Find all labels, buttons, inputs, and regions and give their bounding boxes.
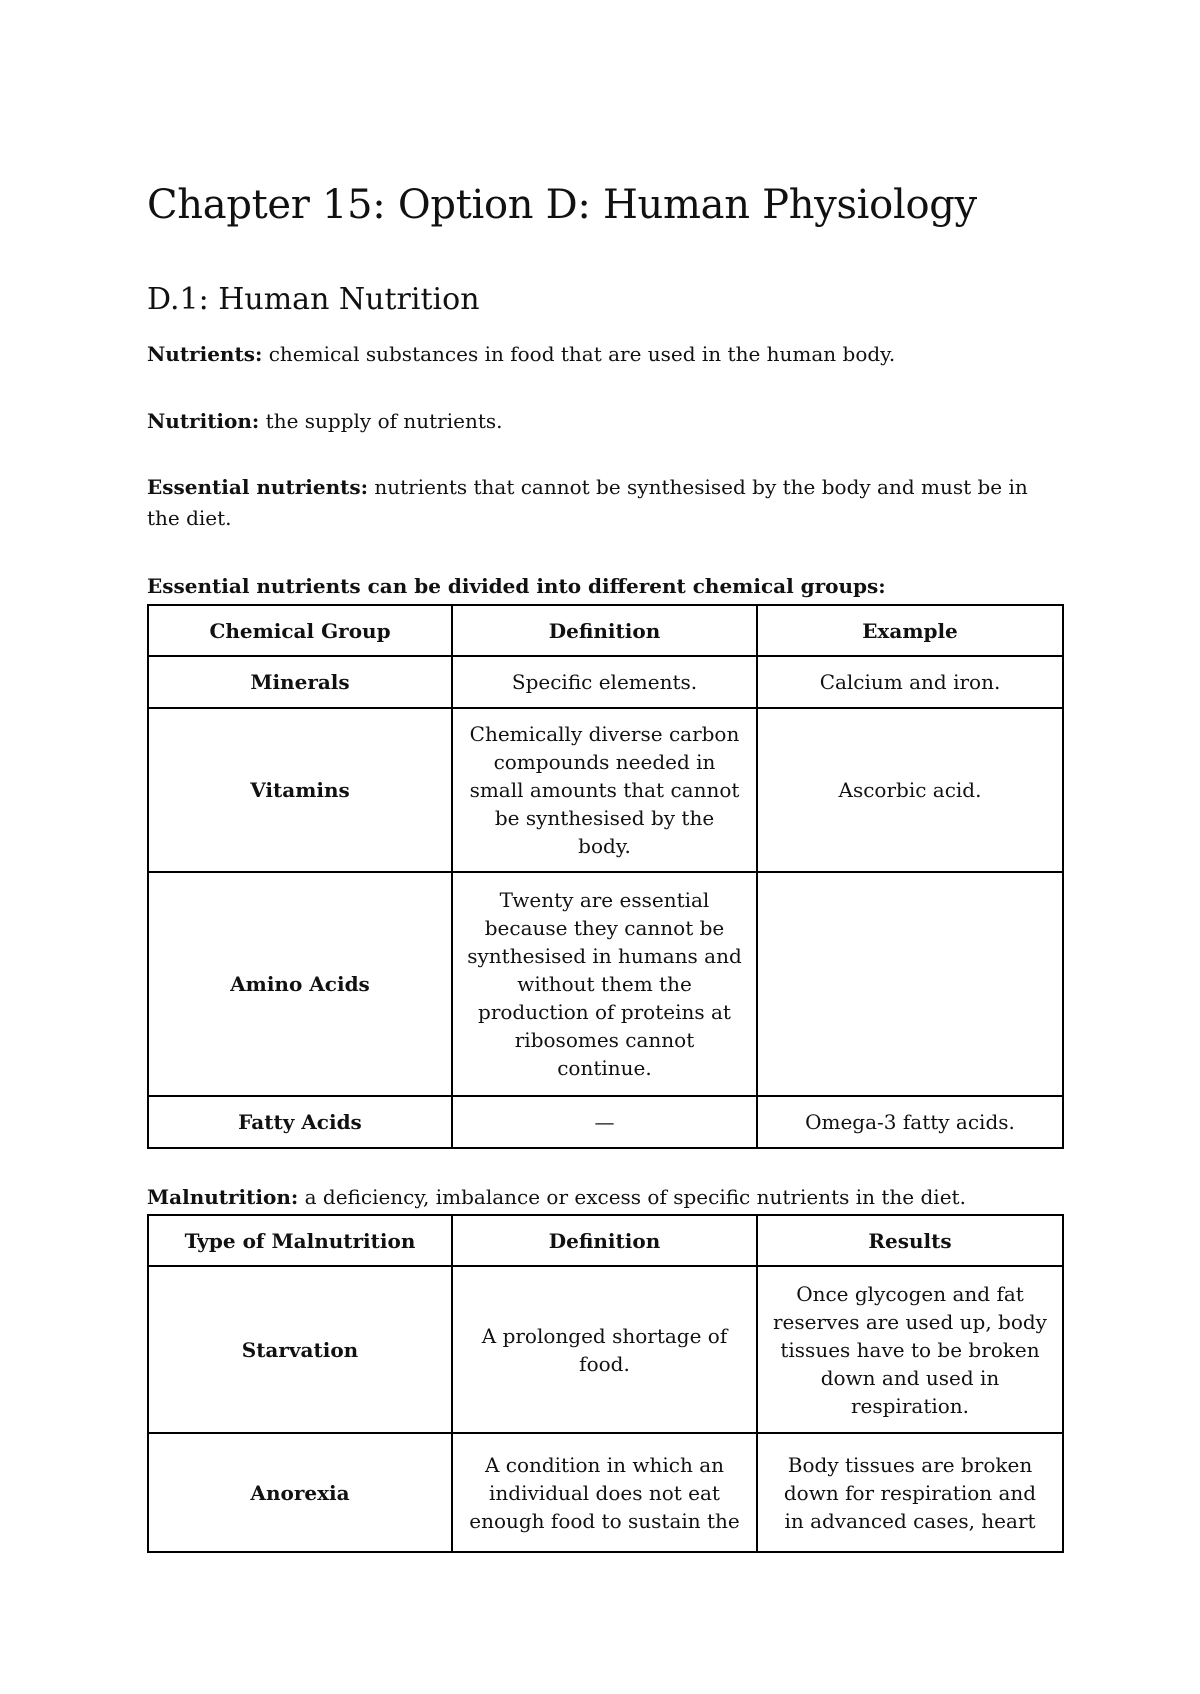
table-cell: — [452, 1096, 757, 1148]
row-label: Anorexia [148, 1433, 452, 1552]
table-row [148, 708, 1063, 872]
table-cell: Once glycogen and fat reserves are used up, body tissues have to be broken down and used in respiration. [757, 1266, 1063, 1433]
section-title: D.1: Human Nutrition [147, 282, 480, 317]
table-cell: Omega-3 fatty acids. [757, 1096, 1063, 1148]
table-cell: Chemically diverse carbon compounds needed in small amounts that cannot be synthesised by the body. [452, 708, 757, 872]
table-cell: A condition in which an individual does not eat enough food to sustain the [452, 1433, 757, 1552]
table-cell: Specific elements. [452, 656, 757, 708]
definition-nutrition [147, 406, 1062, 437]
column-header: Type of Malnutrition [148, 1215, 452, 1266]
column-header: Definition [452, 1215, 757, 1266]
table-cell: Twenty are essential because they cannot be synthesised in humans and without them the production of proteins at ribosomes cannot continue. [452, 872, 757, 1096]
definition-text: chemical substances in food that are used in the human body. [262, 342, 896, 366]
column-header: Chemical Group [148, 605, 452, 656]
table-cell [757, 872, 1063, 1096]
definition-text: nutrients that cannot be synthesised by the body and must be in the diet. [147, 475, 1028, 530]
definition-term: Nutrients: [147, 342, 263, 366]
row-label: Minerals [148, 656, 452, 708]
groups-intro-text: Essential nutrients can be divided into different chemical groups: [147, 574, 886, 598]
table-row [148, 872, 1063, 1096]
table-header-row [148, 1215, 1063, 1266]
table-row [148, 1433, 1063, 1552]
definition-nutrients [147, 339, 1062, 370]
definition-text: a deficiency, imbalance or excess of specific nutrients in the diet. [298, 1185, 966, 1209]
chapter-title: Chapter 15: Option D: Human Physiology [147, 182, 977, 228]
table-cell: Calcium and iron. [757, 656, 1063, 708]
definition-term: Nutrition: [147, 409, 260, 433]
definition-term: Essential nutrients: [147, 475, 368, 499]
column-header: Example [757, 605, 1063, 656]
table-cell: Ascorbic acid. [757, 708, 1063, 872]
table-cell: A prolonged shortage of food. [452, 1266, 757, 1433]
row-label: Amino Acids [148, 872, 452, 1096]
definition-malnutrition [147, 1182, 1062, 1213]
table-cell: Body tissues are broken down for respiration and in advanced cases, heart [757, 1433, 1063, 1552]
column-header: Results [757, 1215, 1063, 1266]
definition-text: the supply of nutrients. [259, 409, 503, 433]
chemical-groups-table [147, 604, 1064, 1149]
column-header: Definition [452, 605, 757, 656]
table-row [148, 1096, 1063, 1148]
definition-term: Malnutrition: [147, 1185, 299, 1209]
row-label: Starvation [148, 1266, 452, 1433]
groups-intro [147, 571, 1062, 602]
table-row [148, 1266, 1063, 1433]
malnutrition-table [147, 1214, 1064, 1553]
table-row [148, 656, 1063, 708]
definition-essential-nutrients [147, 472, 1062, 534]
table-header-row [148, 605, 1063, 656]
row-label: Vitamins [148, 708, 452, 872]
row-label: Fatty Acids [148, 1096, 452, 1148]
